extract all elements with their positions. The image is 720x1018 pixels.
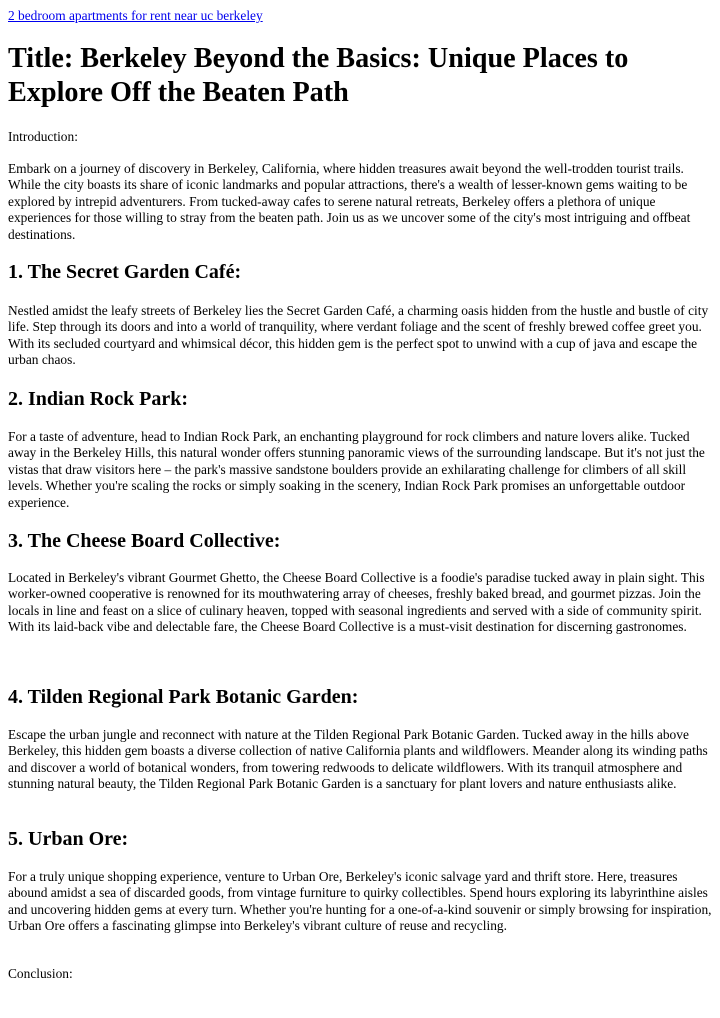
section-text-tilden: Escape the urban jungle and reconnect with nature at the Tilden Regional Park Botanic Garden. Tucked away in the hills above Berkeley, this hidden gem boasts a diverse collection of native California plants and wildflowers. Meander along its winding paths and discover a world of botanical wonders, from towering redwoods to delicate wildflowers. With its tranquil atmosphere and stunning natural beauty, the Tilden Regional Park Botanic Garden is a sanctuary for plant lovers and nature enthusiasts alike. [8,727,708,792]
article-title: Title: Berkeley Beyond the Basics: Unique Places to Explore Off the Beaten Path [8,43,629,108]
section-heading-tilden: 4. Tilden Regional Park Botanic Garden: [8,686,359,708]
section-heading-secret-garden: 1. The Secret Garden Café: [8,261,242,283]
apartments-link[interactable]: 2 bedroom apartments for rent near uc berkeley [8,8,263,23]
section-text-cheese-board: Located in Berkeley's vibrant Gourmet Ghetto, the Cheese Board Collective is a foodie's paradise tucked away in plain sight. This worker-owned cooperative is renowned for its mouthwatering array of cheeses, freshly baked bread, and gourmet pizzas. Join the locals in line and feast on a slice of culinary heaven, topped with seasonal ingredients and served with a side of community spirit. With its laid-back vibe and delectable fare, the Cheese Board Collective is a must-visit destination for discerning gastronomes. [8,570,705,635]
section-text-indian-rock: For a taste of adventure, head to Indian Rock Park, an enchanting playground for rock climbers and nature lovers alike. Tucked away in the Berkeley Hills, this natural wonder offers stunning panoramic views of the surrounding landscape. But it's not just the vistas that draw visitors here – the park's massive sandstone boulders provide an exhilarating challenge for climbers of all skill levels. Whether you're scaling the rocks or simply soaking in the scenery, Indian Rock Park promises an unforgettable outdoor experience. [8,429,705,510]
section-text-secret-garden: Nestled amidst the leafy streets of Berkeley lies the Secret Garden Café, a charming oasis hidden from the hustle and bustle of city life. Step through its doors and into a world of tranquility, where verdant foliage and the scent of freshly brewed coffee greet you. With its secluded courtyard and whimsical décor, this hidden gem is the perfect spot to unwind with a cup of java and escape the urban chaos. [8,303,709,368]
intro-label: Introduction: [8,129,78,144]
section-heading-cheese-board: 3. The Cheese Board Collective: [8,530,281,552]
section-heading-urban-ore: 5. Urban Ore: [8,828,129,850]
conclusion-label: Conclusion: [8,966,73,981]
section-text-urban-ore: For a truly unique shopping experience, venture to Urban Ore, Berkeley's iconic salvage yard and thrift store. Here, treasures abound amidst a sea of discarded goods, from vintage furniture to quirky collectibles. Spend hours exploring its labyrinthine aisles and uncovering hidden gems at every turn. Whether you're hunting for a one-of-a-kind souvenir or simply browsing for inspiration, Urban Ore offers a fascinating glimpse into Berkeley's vibrant culture of reuse and recycling. [8,869,712,934]
section-heading-indian-rock: 2. Indian Rock Park: [8,388,189,410]
intro-paragraph: Embark on a journey of discovery in Berkeley, California, where hidden treasures await beyond the well-trodden tourist trails. While the city boasts its share of iconic landmarks and popular attractions, there's a wealth of lesser-known gems waiting to be explored by intrepid adventurers. From tucked-away cafes to serene natural retreats, Berkeley offers a plethora of unique experiences for those willing to stray from the beaten path. Join us as we uncover some of the city's most intriguing and offbeat destinations. [8,161,691,242]
